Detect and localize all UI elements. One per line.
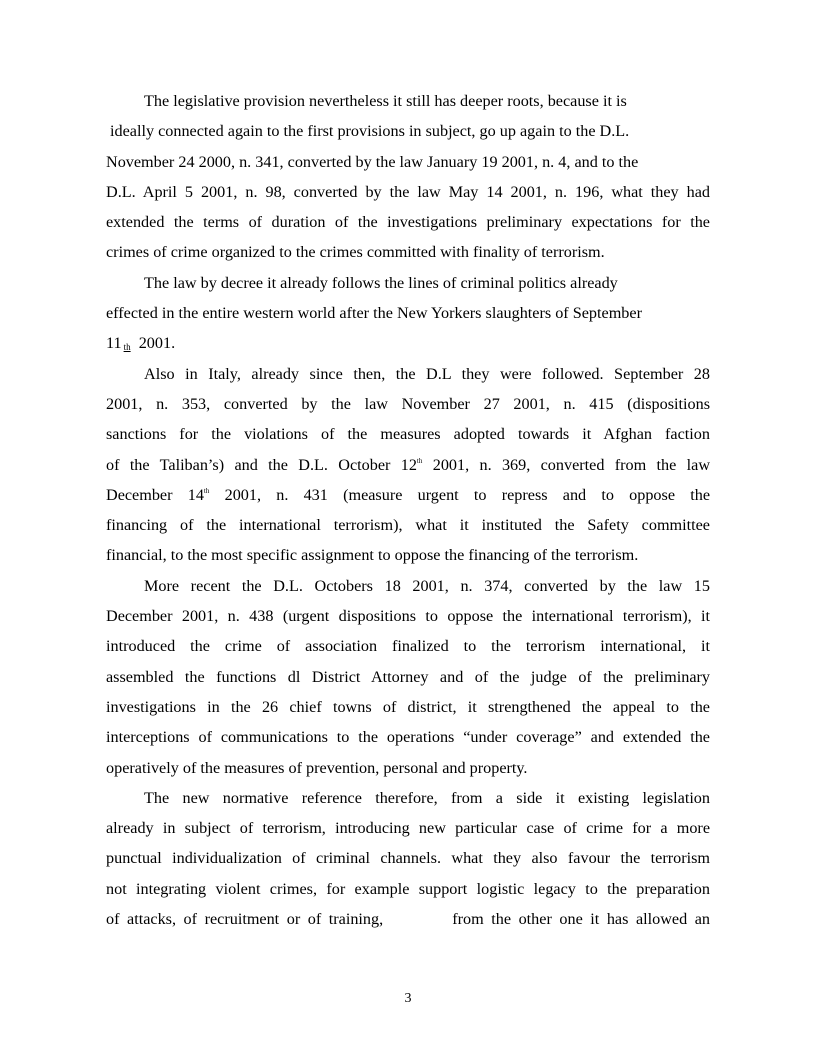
text-line: introduced the crime of association finalized to the terrorism international, it [106, 637, 710, 656]
text-line: November 24 2000, n. 341, converted by the law January 19 2001, n. 4, and to the [106, 152, 639, 171]
paragraph-3 [106, 359, 710, 571]
text-line: assembled the functions dl District Attorney and of the judge of the preliminary [106, 667, 710, 686]
text-segment: December 14 [106, 485, 204, 504]
text-line: D.L. April 5 2001, n. 98, converted by the law May 14 2001, n. 196, what they had [106, 182, 710, 201]
date-year: 2001. [138, 334, 176, 353]
paragraph-2 [106, 268, 710, 359]
ordinal-superscript: th [203, 486, 210, 495]
text-line: operatively of the measures of prevention, personal and property. [106, 758, 528, 777]
ordinal-suffix: th [123, 342, 131, 353]
text-line: Also in Italy, already since then, the D.L they were followed. September 28 [144, 364, 710, 383]
text-line: ideally connected again to the first provisions in subject, go up again to the D.L. [110, 122, 630, 141]
text-line: The new normative reference therefore, from a side it existing legislation [144, 788, 710, 807]
text-segment: 2001, n. 369, converted from the law [432, 455, 711, 474]
text-line [106, 450, 710, 480]
text-line: The law by decree it already follows the lines of criminal politics already [144, 273, 618, 292]
body-text [106, 86, 710, 934]
text-line: 2001, n. 353, converted by the law November 27 2001, n. 415 (dispositions [106, 394, 710, 413]
paragraph-4 [106, 571, 710, 783]
text-line [106, 904, 710, 934]
paragraph-1 [106, 86, 710, 268]
text-line: The legislative provision nevertheless it still has deeper roots, because it is [144, 92, 627, 110]
text-line: More recent the D.L. Octobers 18 2001, n. 374, converted by the law 15 [144, 576, 710, 595]
text-line: sanctions for the violations of the measures adopted towards it Afghan faction [106, 425, 710, 444]
ordinal-superscript: th [416, 456, 423, 465]
text-line: financial, to the most specific assignment to oppose the financing of the terrorism. [106, 546, 639, 565]
text-line: effected in the entire western world after the New Yorkers slaughters of September [106, 304, 642, 323]
text-line: already in subject of terrorism, introducing new particular case of crime for a more [106, 819, 710, 838]
text-segment: 2001, n. 431 (measure urgent to repress and to oppose the [224, 485, 711, 504]
text-segment: of attacks, of recruitment or of training, [106, 910, 384, 929]
text-line: investigations in the 26 chief towns of district, it strengthened the appeal to the [106, 697, 710, 716]
date-line [106, 328, 710, 358]
text-line: interceptions of communications to the operations “under coverage” and extended the [106, 728, 710, 747]
text-line: crimes of crime organized to the crimes committed with finality of terrorism. [106, 243, 605, 262]
text-line: extended the terms of duration of the investigations preliminary expectations for the [106, 213, 710, 232]
text-line: December 2001, n. 438 (urgent dispositions to oppose the international terrorism), it [106, 607, 710, 626]
page-number: 3 [404, 991, 412, 1006]
text-segment: of the Taliban’s) and the D.L. October 12 [106, 455, 417, 474]
text-line: financing of the international terrorism), what it instituted the Safety committee [106, 516, 710, 535]
paragraph-5 [106, 783, 710, 934]
text-line [106, 480, 710, 510]
date-day: 11 [106, 334, 122, 353]
text-segment: from the other one it has allowed an [452, 910, 711, 929]
text-line: not integrating violent crimes, for example support logistic legacy to the preparation [106, 879, 710, 898]
text-line: punctual individualization of criminal channels. what they also favour the terrorism [106, 849, 710, 868]
